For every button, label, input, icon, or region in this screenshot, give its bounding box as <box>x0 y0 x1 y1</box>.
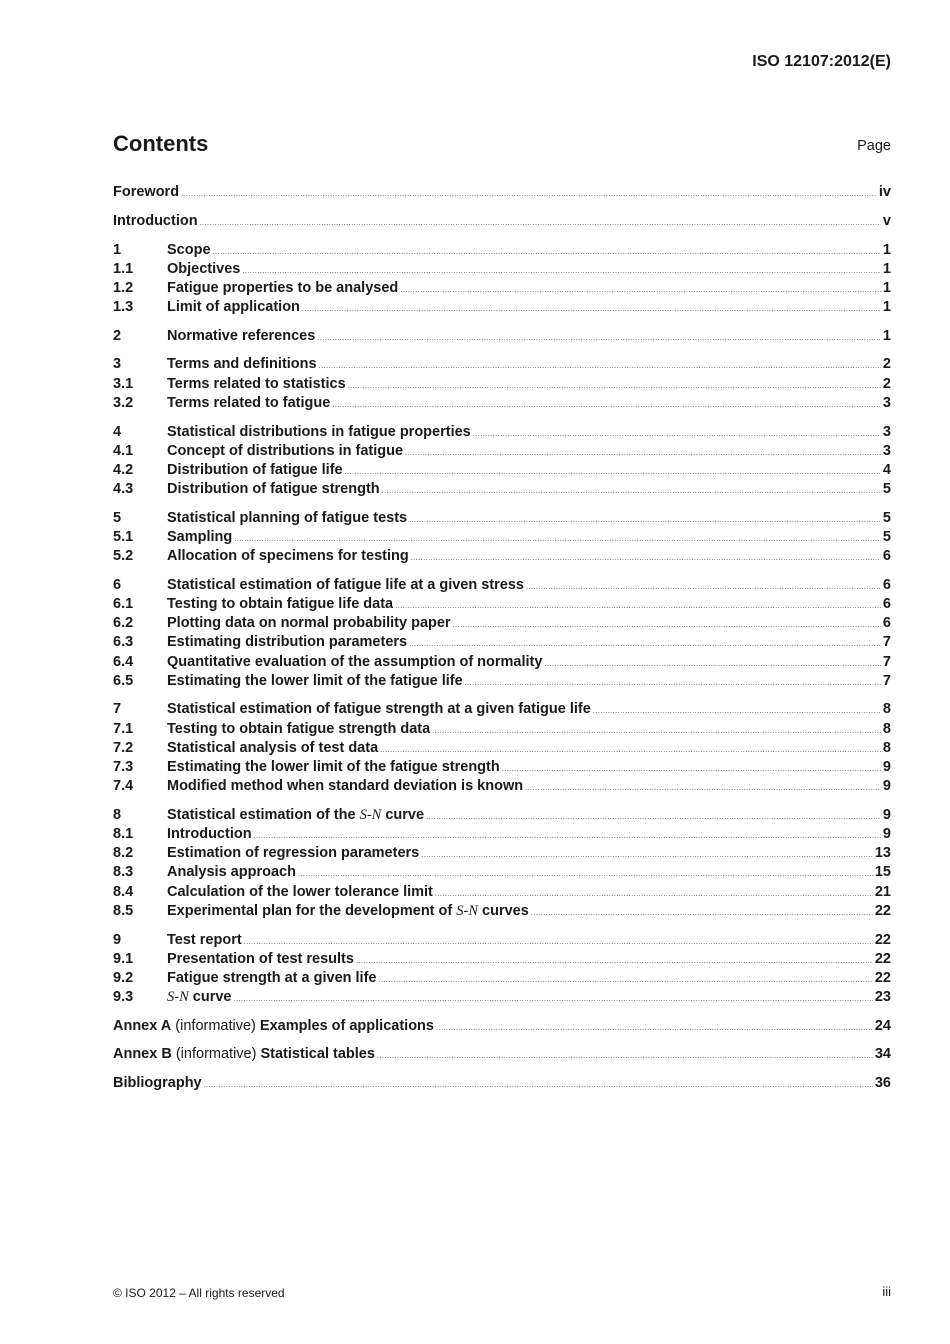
toc-title: Terms related to fatigue <box>167 394 331 411</box>
dot-leader <box>409 510 881 529</box>
dot-leader <box>233 989 872 1008</box>
toc-number: 9.1 <box>113 950 134 967</box>
toc-number: 7.2 <box>113 739 134 756</box>
toc-title: Analysis approach <box>167 864 296 881</box>
dot-leader <box>254 826 881 845</box>
toc-entry[interactable] <box>113 720 891 739</box>
toc-title: Fatigue properties to be analysed <box>167 279 399 296</box>
toc-foreword[interactable] <box>113 182 891 202</box>
toc-introduction[interactable] <box>113 211 891 231</box>
toc-page: 22 <box>874 950 891 967</box>
dot-leader <box>319 356 881 375</box>
toc-page: 3 <box>882 423 891 440</box>
dot-leader <box>298 864 873 883</box>
toc-entry[interactable] <box>113 806 891 825</box>
toc-page: 5 <box>882 481 891 498</box>
toc-number: 7 <box>113 701 122 718</box>
toc-title: Estimating the lower limit of the fatigue life <box>167 672 463 689</box>
dot-leader <box>502 759 881 778</box>
toc-title: Normative references <box>167 327 316 344</box>
toc-number: 6.5 <box>113 672 134 689</box>
toc-title: Objectives <box>167 260 241 277</box>
dot-leader <box>531 903 873 922</box>
dot-leader <box>409 634 881 653</box>
toc-title: Distribution of fatigue life <box>167 461 343 478</box>
toc-title: Test report <box>167 931 242 948</box>
toc-page: 9 <box>882 826 891 843</box>
toc-title: Testing to obtain fatigue life data <box>167 596 394 612</box>
toc-number: 3.2 <box>113 394 134 411</box>
toc-number: 1.3 <box>113 299 134 316</box>
toc-title-part: curve <box>381 806 425 823</box>
toc-page: 7 <box>882 634 891 651</box>
annex-type: (informative) <box>171 1046 261 1063</box>
toc-entry[interactable] <box>113 394 891 413</box>
toc-page: 1 <box>882 260 891 277</box>
toc-title-part: curve <box>188 989 232 1006</box>
toc-entry[interactable] <box>113 672 891 691</box>
dot-leader <box>348 376 881 395</box>
annex-title: Statistical tables <box>260 1046 375 1063</box>
toc-number: 4.2 <box>113 461 134 478</box>
toc-page: 4 <box>882 461 891 478</box>
toc-bibliography[interactable] <box>113 1074 891 1093</box>
toc-page: 9 <box>882 806 891 823</box>
toc-number: 8.5 <box>113 902 134 919</box>
annex-label: Annex B <box>113 1046 172 1063</box>
toc-annex-a[interactable] <box>113 1017 891 1036</box>
toc-title: Plotting data on normal probability paper <box>167 615 451 632</box>
toc-title: Bibliography <box>113 1075 202 1092</box>
toc-entry[interactable] <box>113 547 891 566</box>
toc-entry[interactable] <box>113 327 891 346</box>
dot-leader <box>435 884 873 903</box>
toc-number: 6.2 <box>113 615 134 632</box>
dot-leader <box>242 261 881 280</box>
toc-page: 36 <box>874 1075 891 1092</box>
toc-title: Limit of application <box>167 299 300 316</box>
toc-title: Scope <box>167 241 211 258</box>
toc-entry[interactable] <box>113 883 891 902</box>
toc-number: 8.2 <box>113 845 134 862</box>
toc-entry[interactable] <box>113 241 891 260</box>
toc-title: Introduction <box>113 213 198 229</box>
toc-page: 1 <box>882 279 891 296</box>
toc-page: 7 <box>882 672 891 689</box>
toc-page: 7 <box>882 653 891 670</box>
toc-title: Statistical estimation of fatigue strength at a given fatigue life <box>167 701 591 718</box>
toc-page: 3 <box>882 442 891 459</box>
toc-title: Modified method when standard deviation is known <box>167 778 524 795</box>
toc-page: 8 <box>882 739 891 756</box>
toc-entry[interactable] <box>113 298 891 317</box>
toc-entry[interactable] <box>113 461 891 480</box>
toc-page: 2 <box>882 356 891 373</box>
dot-leader <box>453 615 881 634</box>
dot-leader <box>432 721 881 740</box>
toc-number: 9.3 <box>113 989 134 1006</box>
page-column-label: Page <box>857 138 891 154</box>
toc-page: 5 <box>882 509 891 526</box>
toc-entry[interactable] <box>113 480 891 499</box>
toc-entry[interactable] <box>113 739 891 758</box>
toc-entry[interactable] <box>113 375 891 394</box>
toc-title-part: curves <box>478 902 529 919</box>
dot-leader <box>244 932 873 951</box>
toc-title <box>167 988 231 1007</box>
toc-entry[interactable] <box>113 863 891 882</box>
dot-leader <box>436 1018 873 1037</box>
toc-entry[interactable] <box>113 700 891 719</box>
toc-number: 1.1 <box>113 260 134 277</box>
toc-title <box>167 806 424 825</box>
toc-entry[interactable] <box>113 969 891 988</box>
dot-leader <box>204 1075 873 1094</box>
toc-number: 1.2 <box>113 279 134 296</box>
toc-page: 22 <box>874 969 891 986</box>
toc-title-italic: S-N <box>167 989 189 1006</box>
toc-title: Calculation of the lower tolerance limit <box>167 883 433 900</box>
toc-title-part: Statistical estimation of the <box>167 806 360 823</box>
annex-title: Examples of applications <box>259 1017 434 1034</box>
toc-number: 9 <box>113 931 122 948</box>
toc-page: 8 <box>882 701 891 718</box>
toc-page: 3 <box>882 394 891 411</box>
toc-title: Testing to obtain fatigue strength data <box>167 720 431 737</box>
dot-leader <box>395 596 881 615</box>
toc-entry[interactable] <box>113 442 891 461</box>
dot-leader <box>234 529 881 548</box>
toc-page: 8 <box>882 720 891 737</box>
toc-entry[interactable] <box>113 423 891 442</box>
toc-title: Sampling <box>167 528 233 545</box>
toc-page: 5 <box>882 528 891 545</box>
toc-number: 6.3 <box>113 634 134 651</box>
toc-page: 34 <box>874 1046 891 1063</box>
toc-entry[interactable] <box>113 279 891 298</box>
toc-title: Estimation of regression parameters <box>167 845 420 862</box>
toc-title: Allocation of specimens for testing <box>167 548 409 565</box>
toc-entry[interactable] <box>113 614 891 633</box>
toc-page: v <box>882 213 891 229</box>
annex-label: Annex A <box>113 1017 172 1034</box>
toc-page: 6 <box>882 615 891 632</box>
dot-leader <box>377 1046 873 1065</box>
toc-number: 4 <box>113 423 122 440</box>
toc-number: 4.1 <box>113 442 134 459</box>
toc-page: 6 <box>882 548 891 565</box>
dot-leader <box>213 242 881 261</box>
dot-leader <box>378 970 872 989</box>
dot-leader <box>380 740 881 759</box>
dot-leader <box>302 299 881 318</box>
toc-title: Statistical estimation of fatigue life at a given stress <box>167 576 524 593</box>
dot-leader <box>411 548 881 567</box>
toc-title: Statistical analysis of test data <box>167 739 379 756</box>
toc-title-italic: S-N <box>456 902 478 919</box>
toc-title: Fatigue strength at a given life <box>167 969 377 986</box>
toc-entry[interactable] <box>113 777 891 796</box>
toc-number: 2 <box>113 327 122 344</box>
toc-page: 6 <box>882 576 891 593</box>
page-number: iii <box>882 1284 891 1299</box>
toc-title: Concept of distributions in fatigue <box>167 442 404 459</box>
toc-entry[interactable] <box>113 653 891 672</box>
toc-annex-b[interactable] <box>113 1045 891 1064</box>
toc-page: 1 <box>882 327 891 344</box>
toc-number: 8.4 <box>113 883 134 900</box>
toc-entry[interactable] <box>113 988 891 1007</box>
toc-page: 1 <box>882 241 891 258</box>
dot-leader <box>181 184 877 204</box>
toc-number: 5.2 <box>113 548 134 565</box>
toc-title: Presentation of test results <box>167 950 354 967</box>
toc-title: Quantitative evaluation of the assumption of normality <box>167 653 543 670</box>
dot-leader <box>317 328 881 347</box>
toc-number: 3.1 <box>113 375 134 392</box>
copyright-notice: © ISO 2012 – All rights reserved <box>113 1286 285 1300</box>
toc-page: 24 <box>874 1017 891 1034</box>
toc-entry[interactable] <box>113 355 891 374</box>
toc-number: 3 <box>113 356 122 373</box>
toc-page: 1 <box>882 299 891 316</box>
table-of-contents <box>113 182 891 1093</box>
dot-leader <box>473 424 881 443</box>
dot-leader <box>332 395 881 414</box>
toc-page: 6 <box>882 596 891 612</box>
toc-title-part: Experimental plan for the development of <box>167 902 457 919</box>
toc-page: 15 <box>874 864 891 881</box>
toc-entry[interactable] <box>113 633 891 652</box>
toc-number: 8.3 <box>113 864 134 881</box>
toc-entry[interactable] <box>113 528 891 547</box>
toc-number: 6.4 <box>113 653 134 670</box>
toc-title: Estimating distribution parameters <box>167 634 408 651</box>
toc-title: Introduction <box>167 826 252 843</box>
toc-entry[interactable] <box>113 931 891 950</box>
toc-title: Terms and definitions <box>167 356 317 373</box>
toc-title <box>167 902 529 921</box>
toc-page: 23 <box>874 989 891 1006</box>
dot-leader <box>405 443 881 462</box>
dot-leader <box>382 481 881 500</box>
toc-title: Terms related to statistics <box>167 375 346 392</box>
dot-leader <box>345 462 881 481</box>
toc-page: 22 <box>874 902 891 919</box>
toc-title-italic: S-N <box>359 806 382 823</box>
toc-title: Foreword <box>113 184 180 200</box>
dot-leader <box>400 280 881 299</box>
dot-leader <box>465 673 881 692</box>
toc-number: 4.3 <box>113 481 134 498</box>
toc-entry[interactable] <box>113 950 891 969</box>
toc-entry[interactable] <box>113 576 891 595</box>
annex-type: (informative) <box>171 1017 260 1034</box>
toc-number: 8 <box>113 806 122 823</box>
toc-number: 7.4 <box>113 778 134 795</box>
toc-page: 9 <box>882 778 891 795</box>
toc-page: 9 <box>882 759 891 775</box>
toc-page: 21 <box>874 883 891 900</box>
toc-entry[interactable] <box>113 825 891 844</box>
dot-leader <box>525 778 881 797</box>
toc-entry[interactable] <box>113 260 891 279</box>
toc-number: 7.1 <box>113 720 134 737</box>
dot-leader <box>356 951 873 970</box>
toc-entry[interactable] <box>113 902 891 921</box>
dot-leader <box>593 701 881 720</box>
toc-number: 6 <box>113 576 122 593</box>
dot-leader <box>200 213 881 233</box>
toc-number: 9.2 <box>113 969 134 986</box>
toc-entry[interactable] <box>113 844 891 863</box>
toc-number: 8.1 <box>113 826 134 843</box>
toc-title: Statistical distributions in fatigue properties <box>167 423 471 440</box>
dot-leader <box>426 807 881 826</box>
toc-number: 5.1 <box>113 528 134 545</box>
toc-number: 1 <box>113 241 122 258</box>
toc-title: Distribution of fatigue strength <box>167 481 380 498</box>
document-id: ISO 12107:2012(E) <box>752 53 891 70</box>
toc-page: iv <box>878 184 891 200</box>
toc-entry[interactable] <box>113 509 891 528</box>
dot-leader <box>526 577 881 596</box>
toc-page: 22 <box>874 931 891 948</box>
toc-page: 13 <box>874 845 891 862</box>
toc-number: 7.3 <box>113 759 134 775</box>
toc-entry[interactable] <box>113 595 891 614</box>
toc-title: Statistical planning of fatigue tests <box>167 509 408 526</box>
toc-title: Estimating the lower limit of the fatigue strength <box>167 759 500 775</box>
toc-entries <box>113 241 891 1008</box>
toc-number: 6.1 <box>113 596 134 612</box>
toc-page: 2 <box>882 375 891 392</box>
toc-number: 5 <box>113 509 122 526</box>
dot-leader <box>544 654 880 673</box>
dot-leader <box>421 845 873 864</box>
page-title: Contents <box>113 131 209 156</box>
toc-entry[interactable] <box>113 758 891 777</box>
